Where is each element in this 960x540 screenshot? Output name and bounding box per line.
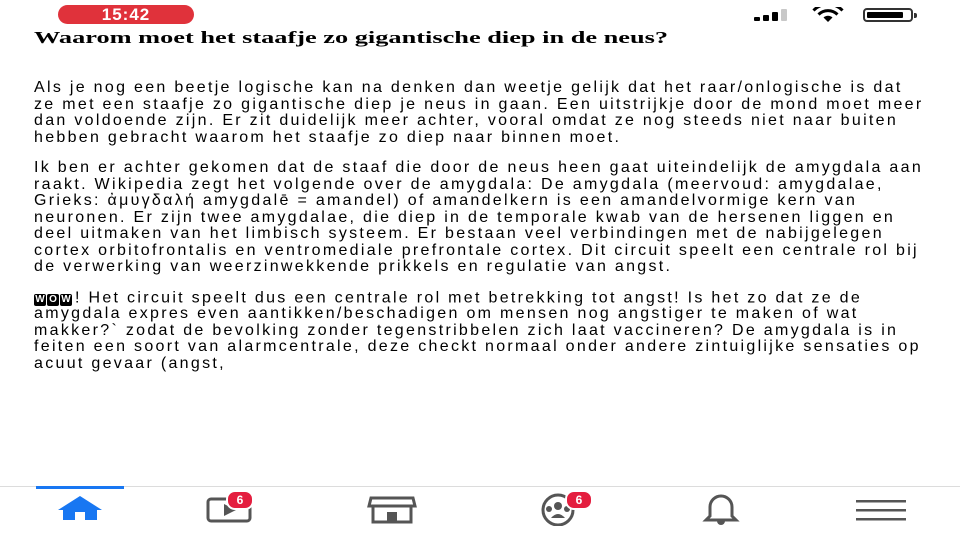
- nav-menu[interactable]: [846, 490, 916, 530]
- nav-watch[interactable]: [194, 490, 264, 530]
- home-icon: [45, 490, 115, 526]
- bell-icon: [686, 490, 756, 526]
- nav-home[interactable]: [45, 490, 115, 530]
- store-icon: [357, 490, 427, 526]
- nav-notifications[interactable]: [686, 490, 756, 530]
- cellular-signal-icon: [754, 9, 798, 21]
- battery-icon: [863, 8, 913, 22]
- post-paragraph-1: Als je nog een beetje logische kan na denken dan weetje gelijk dat het raar/onlogische is dat ze met een staafje zo gigantische diep je neus in gaan. Een uitstrijkje door de mond moet meer dan voldoende zijn. Er zit duidelijk meer achter, vooral omdat ze nog steeds niet naar buiten hebben gebracht waarom het staafje zo diep naar binnen moet.: [34, 79, 924, 146]
- bottom-nav: [0, 486, 960, 540]
- hamburger-icon: [846, 490, 916, 526]
- post-paragraph-3: [34, 290, 926, 373]
- wifi-icon: [810, 7, 846, 23]
- status-time[interactable]: 15:42: [58, 5, 194, 24]
- post-content: [34, 30, 926, 486]
- post-paragraph-2: Ik ben er achter gekomen dat de staaf die door de neus heen gaat uiteindelijk de amygdala aan raakt. Wikipedia zegt het volgende over de amygdala: De amygdala (meervoud: amygdalae, Grieks: ἀμυγδαλή amygdalē = amandel) of amandelkern is een amandelvormige kern van neuronen. Er zijn twee amygdalae, die diep in de temporale kwab van de hersenen liggen en deel uitmaken van het limbisch systeem. Er bestaan veel verbindingen met de nabijgelegen cortex orbitofrontalis en ventromediale prefrontale cortex. Dit circuit speelt een centrale rol bij de verwerking van weerzinwekkende prikkels en regulatie van angst.: [34, 159, 924, 275]
- post-headline: Waarom moet het staafje zo gigantische diep in de neus?: [34, 30, 669, 47]
- groups-badge: 6: [565, 490, 593, 510]
- active-tab-indicator: [36, 486, 124, 489]
- nav-groups[interactable]: [523, 490, 593, 530]
- post-paragraph-3-text: ! Het circuit speelt dus een centrale rol met betrekking tot angst! Is het zo dat ze de amygdala expres even aantikken/beschadigen om mensen nog angstiger te maken of wat makker?` zodat de bevolking zonder tegenstribbelen zich laat vaccineren? De amygdala is in feiten een soort van alarmcentrale, deze checkt normaal onder andere zintuiglijke sensaties op acuut gevaar (angst,: [34, 288, 921, 372]
- nav-marketplace[interactable]: [357, 490, 427, 530]
- watch-badge: 6: [226, 490, 254, 510]
- status-bar: [0, 0, 960, 28]
- wow-emoji: W O W: [35, 293, 71, 305]
